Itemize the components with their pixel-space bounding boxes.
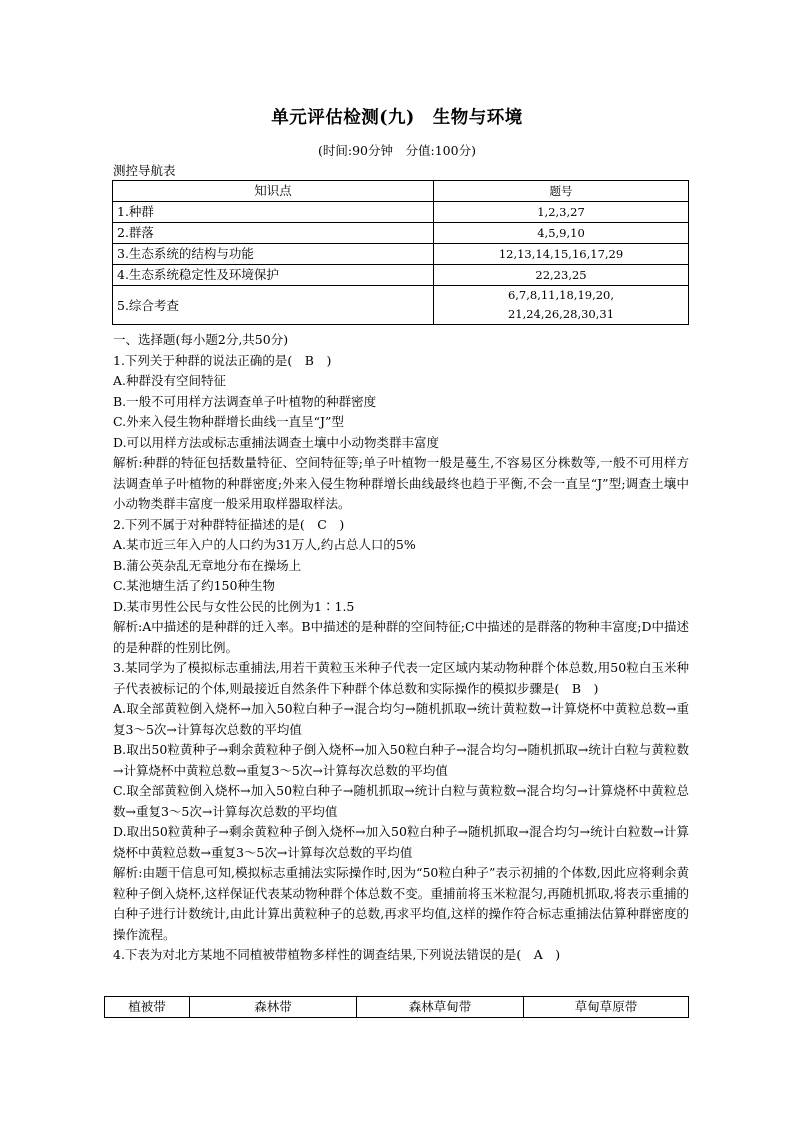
header-question-number: 题号 xyxy=(434,181,689,202)
question-numbers-cell: 1,2,3,27 xyxy=(434,202,689,223)
option-c: C.外来入侵生物种群增长曲线一直呈“J”型 xyxy=(113,414,344,429)
time-score-info: (时间:90分钟 分值:100分) xyxy=(318,143,476,158)
option-d: D.某市男性公民与女性公民的比例为1∶1.5 xyxy=(113,598,355,614)
option-b: B.取出50粒黄种子→剩余黄粒种子倒入烧杯→加入50粒白种子→混合均匀→随机抓取→统计白粒与黄粒数→计算烧杯中黄粒总数→重复3～5次→计算每次总数的平均值 xyxy=(113,742,689,778)
option-a: A.某市近三年入户的人口约为31万人,约占总人口的5% xyxy=(113,537,416,552)
option-c: C.取全部黄粒倒入烧杯→加入50粒白种子→随机抓取→统计白粒与黄粒数→混合均匀→计算烧杯中黄粒总数→重复3～5次→计算每次总数的平均值 xyxy=(113,783,689,819)
page-title: 单元评估检测(九) 生物与环境 xyxy=(271,108,523,128)
header-forest-meadow-zone: 森林草甸带 xyxy=(357,997,524,1018)
question-numbers-cell xyxy=(434,286,689,325)
option-b: B.蒲公英杂乱无章地分布在操场上 xyxy=(113,557,302,573)
analysis: 解析:由题干信息可知,模拟标志重捕法实际操作时,因为“50粒白种子”表示初捕的个体数,因此应将剩余黄粒种子倒入烧杯,这样保证代表某动物种群个体总数不变。重捕前将玉米粒混匀,再随机抓取,将表示重捕的白种子进行计数统计,由此计算出黄粒种子的总数,再求平均值,这样的操作符合标志重捕法估算种群密度的操作流程。 xyxy=(113,865,689,942)
navigation-table-label: 测控导航表 xyxy=(113,163,176,178)
header-knowledge-point: 知识点 xyxy=(113,181,434,202)
option-d: D.取出50粒黄种子→剩余黄粒种子倒入烧杯→加入50粒白种子→随机抓取→混合均匀→统计白粒数→计算烧杯中黄粒总数→重复3～5次→计算每次总数的平均值 xyxy=(113,824,689,860)
question-stem: 4.下表为对北方某地不同植被带植物多样性的调查结果,下列说法错误的是( A ) xyxy=(113,947,561,962)
table-row xyxy=(113,286,689,325)
table-row xyxy=(113,265,689,286)
option-d: D.可以用样方法或标志重捕法调查土壤中小动物类群丰富度 xyxy=(113,434,440,450)
table-row xyxy=(113,223,689,244)
knowledge-point-table xyxy=(112,180,689,325)
vegetation-table xyxy=(104,996,689,1018)
question-stem: 1.下列关于种群的说法正确的是( B ) xyxy=(113,352,332,368)
question-numbers-line-2: 21,24,26,28,30,31 xyxy=(507,307,615,321)
table-row xyxy=(113,244,689,265)
table-header-row xyxy=(105,997,689,1018)
topic-cell: 2.群落 xyxy=(113,223,434,244)
table-header-row xyxy=(113,181,689,202)
question-stem: 3.某同学为了模拟标志重捕法,用若干黄粒玉米种子代表一定区域内某动物种群个体总数,用50粒白玉米种子代表被标记的个体,则最接近自然条件下种群个体总数和实际操作的模拟步骤是( B ) xyxy=(113,660,689,696)
analysis: 解析:A中描述的是种群的迁入率。B中描述的是种群的空间特征;C中描述的是群落的物种丰富度;D中描述的是种群的性别比例。 xyxy=(113,619,689,655)
option-b: B.一般不可用样方法调查单子叶植物的种群密度 xyxy=(113,393,377,409)
topic-cell: 3.生态系统的结构与功能 xyxy=(113,244,434,265)
question-numbers-cell: 12,13,14,15,16,17,29 xyxy=(434,244,689,265)
header-meadow-steppe-zone: 草甸草原带 xyxy=(524,997,689,1018)
header-forest-zone: 森林带 xyxy=(190,997,357,1018)
topic-cell: 5.综合考查 xyxy=(113,286,434,325)
option-a: A.取全部黄粒倒入烧杯→加入50粒白种子→混合均匀→随机抓取→统计黄粒数→计算烧杯中黄粒总数→重复3～5次→计算每次总数的平均值 xyxy=(113,701,689,737)
header-vegetation-zone: 植被带 xyxy=(105,997,190,1018)
option-a: A.种群没有空间特征 xyxy=(113,373,227,388)
question-numbers-cell: 4,5,9,10 xyxy=(434,223,689,244)
section-heading: 一、选择题(每小题2分,共50分) xyxy=(113,332,289,347)
topic-cell: 4.生态系统稳定性及环境保护 xyxy=(113,265,434,286)
option-c: C.某池塘生活了约150种生物 xyxy=(113,578,275,593)
table-row xyxy=(113,202,689,223)
question-numbers-line-1: 6,7,8,11,18,19,20, xyxy=(507,288,615,302)
topic-cell: 1.种群 xyxy=(113,202,434,223)
analysis: 解析:种群的特征包括数量特征、空间特征等;单子叶植物一般是蔓生,不容易区分株数等,一般不可用样方法调查单子叶植物的种群密度;外来入侵生物种群增长曲线最终也趋于平衡,不会一直呈“J”型;调查土壤中小动物类群丰富度一般采用取样器取样法。 xyxy=(113,455,689,511)
question-numbers-cell: 22,23,25 xyxy=(434,265,689,286)
question-stem: 2.下列不属于对种群特征描述的是( C ) xyxy=(113,516,345,532)
questions-body xyxy=(113,330,689,966)
